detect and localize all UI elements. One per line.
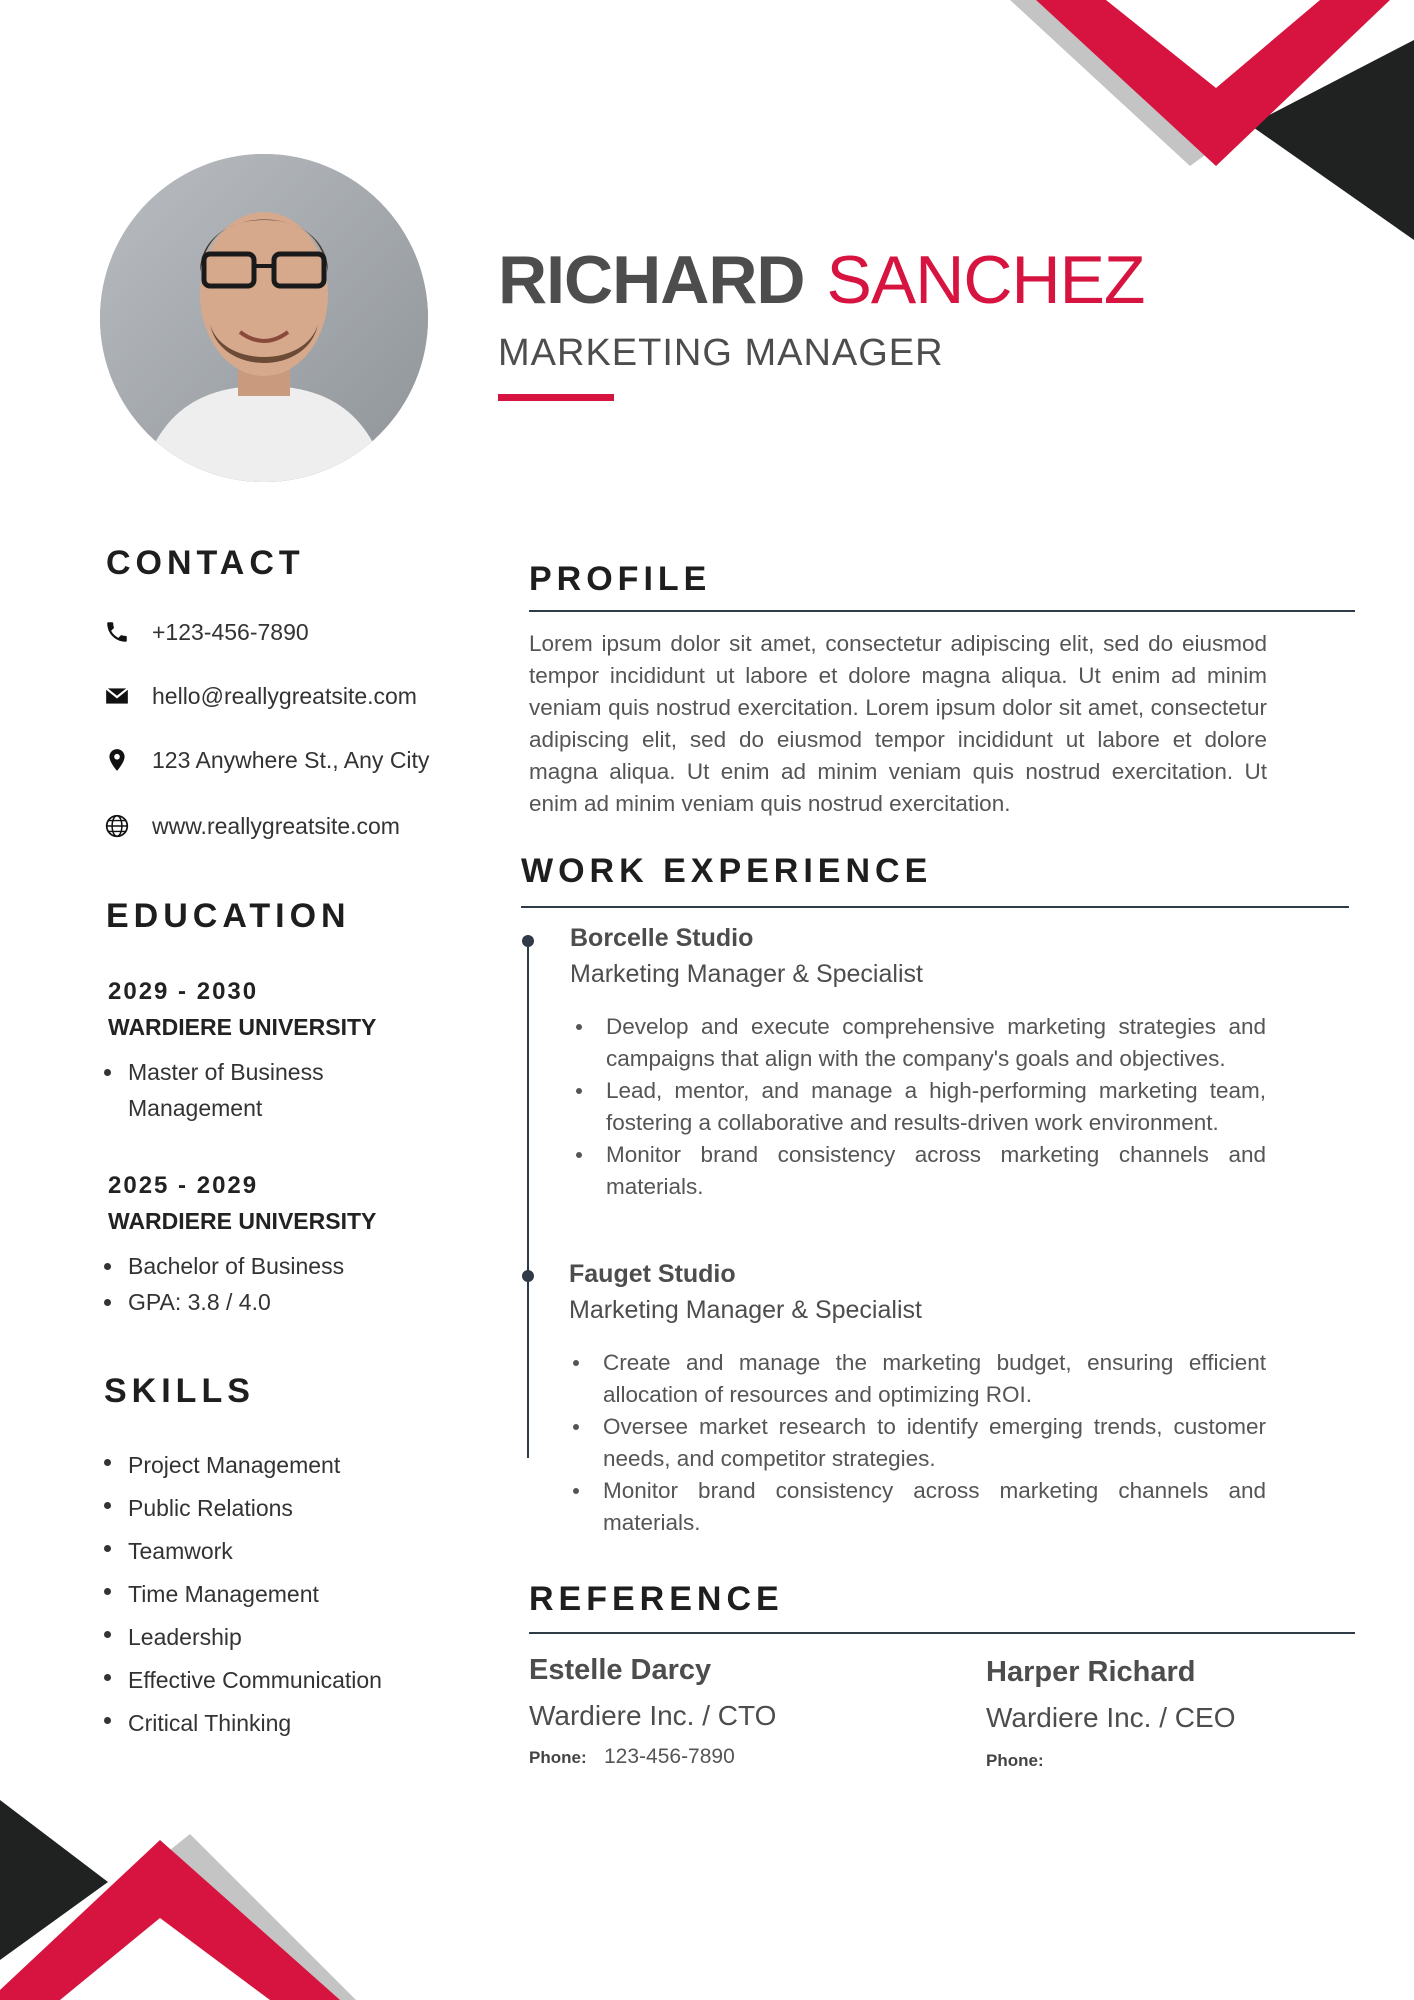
list-item: GPA: 3.8 / 4.0 (102, 1284, 402, 1320)
first-name: RICHARD (498, 242, 805, 318)
contact-email (104, 678, 417, 714)
reference-heading: REFERENCE (529, 1580, 784, 1618)
top-right-dark-triangle (1250, 40, 1414, 240)
duty-item: Monitor brand consistency across marketing channels and materials. (572, 1139, 1266, 1203)
skill-item: Public Relations (102, 1487, 442, 1530)
full-name (498, 240, 1144, 320)
bottom-left-red-chevron (0, 1840, 340, 2000)
reference-rule (529, 1632, 1355, 1634)
reference-name-2: Harper Richard (986, 1656, 1196, 1688)
skills-list (102, 1444, 442, 1745)
reference-phone-1: 123-456-7890 (604, 1745, 735, 1768)
edu-list-2 (102, 1248, 402, 1320)
job-company-1: Borcelle Studio (570, 924, 754, 952)
reference-name-1: Estelle Darcy (529, 1654, 712, 1686)
work-rule (521, 906, 1349, 908)
reference-org-2: Wardiere Inc. / CEO (986, 1702, 1236, 1733)
top-right-grey-band (1010, 0, 1212, 166)
skill-item: Leadership (102, 1616, 442, 1659)
email-text: hello@reallygreatsite.com (152, 682, 417, 709)
duty-item: Monitor brand consistency across marketing channels and materials. (569, 1475, 1266, 1539)
website-text: www.reallygreatsite.com (152, 812, 400, 839)
job-duties-1 (572, 1011, 1266, 1203)
skill-item: Effective Communication (102, 1659, 442, 1702)
location-icon (104, 747, 130, 773)
address-text: 123 Anywhere St., Any City (152, 746, 430, 773)
job-role-1: Marketing Manager & Specialist (570, 960, 923, 988)
skills-heading: SKILLS (104, 1372, 255, 1410)
edu-university-2: WARDIERE UNIVERSITY (108, 1208, 377, 1234)
contact-heading: CONTACT (106, 544, 305, 582)
job-role-2: Marketing Manager & Specialist (569, 1296, 922, 1324)
skill-item: Critical Thinking (102, 1702, 442, 1745)
duty-item: Create and manage the marketing budget, ensuring efficient allocation of resources and optimizing ROI. (569, 1347, 1266, 1411)
avatar-illustration (100, 154, 428, 482)
reference-phone-label-1: Phone: (529, 1748, 587, 1767)
last-name: SANCHEZ (826, 242, 1145, 318)
timeline-line (527, 938, 529, 1458)
list-item: Bachelor of Business (102, 1248, 402, 1284)
timeline-dot (522, 1270, 534, 1282)
education-heading: EDUCATION (106, 897, 351, 935)
phone-icon (104, 619, 130, 645)
list-item: Master of Business Management (102, 1054, 362, 1126)
contact-address (104, 742, 430, 778)
duty-item: Develop and execute comprehensive marketing strategies and campaigns that align with the company's goals and objectives. (572, 1011, 1266, 1075)
profile-photo (100, 154, 428, 482)
contact-phone (104, 614, 309, 650)
edu-years-2: 2025 - 2029 (108, 1172, 259, 1199)
skill-item: Time Management (102, 1573, 442, 1616)
edu-list-1 (102, 1054, 362, 1126)
work-heading: WORK EXPERIENCE (521, 852, 933, 890)
top-right-red-chevron (1036, 0, 1390, 166)
timeline-dot (522, 935, 534, 947)
bottom-left-grey-band (170, 1834, 356, 2000)
reference-phone-label-2: Phone: (986, 1751, 1044, 1770)
duty-item: Lead, mentor, and manage a high-performing marketing team, fostering a collaborative and results-driven work environment. (572, 1075, 1266, 1139)
reference-org-1: Wardiere Inc. / CTO (529, 1700, 777, 1731)
email-icon (104, 683, 130, 709)
bottom-left-dark-triangle (0, 1800, 108, 1960)
skill-item: Project Management (102, 1444, 442, 1487)
edu-university-1: WARDIERE UNIVERSITY (108, 1014, 377, 1040)
contact-website (104, 808, 400, 844)
edu-years-1: 2029 - 2030 (108, 978, 259, 1005)
profile-rule (529, 610, 1355, 612)
profile-heading: PROFILE (529, 560, 712, 598)
profile-text: Lorem ipsum dolor sit amet, consectetur adipiscing elit, sed do eiusmod tempor incididunt ut labore et dolore magna aliqua. Ut enim ad minim veniam quis nostrud exercitation. Lorem ipsum dolor sit amet, consectetur adipiscing elit, sed do eiusmod tempor incididunt ut labore et dolore magna aliqua. Ut enim ad minim veniam quis nostrud exercitation. Ut enim ad minim veniam quis nostrud exercitation. (529, 631, 1267, 816)
job-duties-2 (569, 1347, 1266, 1539)
duty-item: Oversee market research to identify emerging trends, customer needs, and competitor strategies. (569, 1411, 1266, 1475)
job-title: MARKETING MANAGER (498, 332, 944, 374)
job-company-2: Fauget Studio (569, 1260, 736, 1288)
phone-text: +123-456-7890 (152, 618, 309, 645)
globe-icon (104, 813, 130, 839)
title-accent-bar (498, 394, 614, 401)
skill-item: Teamwork (102, 1530, 442, 1573)
